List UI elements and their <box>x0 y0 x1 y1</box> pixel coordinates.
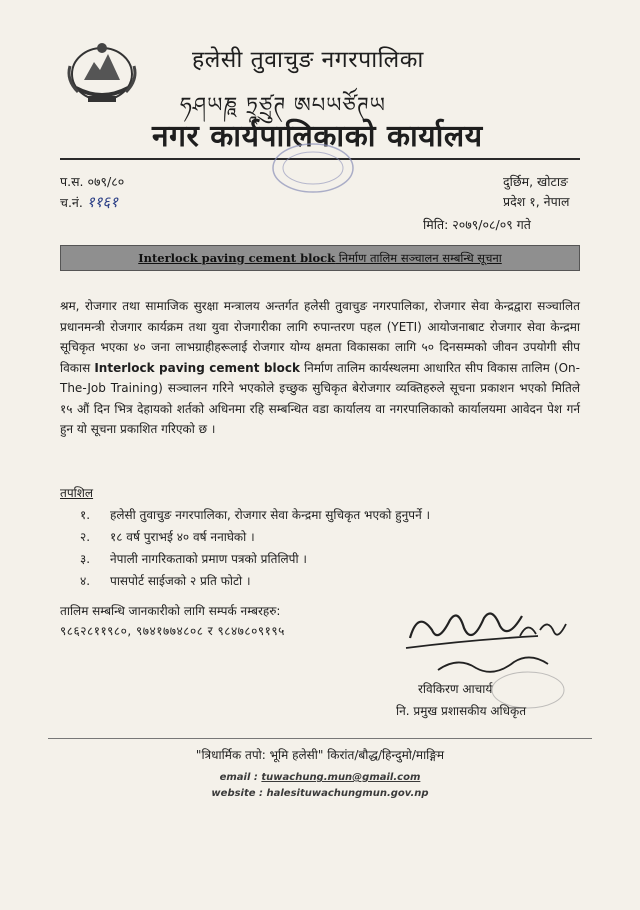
body-part-2: निर्माण तालिम कार्यस्थलमा आधारित सीप विकास तालिम (On-The-Job Training) सञ्चालन गरिने भएकोले इच्छुक सुचिकृत बेरोजगार व्यक्तिहरुले सूचना प्रकाशन भएको मितिले १५ औं दिन भित्र देहायको शर्तको अधिनमा रहि सम्बन्धित वडा कार्यालय वा नगरपालिकाको कार्यालयमा आवेदन पेश गर्न हुन यो सूचना प्रकाशित गरिएको छ । <box>60 360 580 436</box>
date-suffix: गते <box>516 217 531 232</box>
municipality-name: हलेसी तुवाचुङ नगरपालिका <box>192 47 424 73</box>
list-item-number: ३. <box>80 552 91 566</box>
list-item-text: नेपाली नागरिकताको प्रमाण पत्रको प्रतिलिपी । <box>110 552 307 566</box>
municipality-name-script: ཧཤཡཎཱ ཏྲཱཙྲུཊ ཨཔཡཙོཊཡ <box>180 93 386 117</box>
list-item-text: हलेसी तुवाचुङ नगरपालिका, रोजगार सेवा केन्द्रमा सुचिकृत भएको हुनुपर्ने । <box>110 508 431 522</box>
footer-email <box>0 772 640 783</box>
cn-label: च.नं. <box>60 195 83 210</box>
location: दुर्छिम, खोटाङ <box>503 174 569 189</box>
body-part-1: श्रम, रोजगार तथा सामाजिक सुरक्षा मन्त्रालय अन्तर्गत हलेसी तुवाचुङ नगरपालिका, रोजगार सेवा केन्द्रद्वारा सञ्चालित प्रधानमन्त्री रोजगार कार्यक्रम तथा युवा रोजगारीका लागि रुपान्तरण पहल (YETI) आयोजनाबाट रोजगार सेवा केन्द्रमा सूचिकृत भएका ४० जना लाभग्राहीहरूलाई रोजगार योग्य क्षमता विकासका लागि ५० दिनसम्मको जीवन उपयोगी सीप विकास <box>60 299 580 375</box>
contact-label: तालिम सम्बन्धि जानकारीको लागि सम्पर्क नम्बरहरु: <box>60 604 281 618</box>
footer-divider <box>48 738 592 739</box>
date-value: २०७९/०८/०९ <box>452 217 513 232</box>
email-link[interactable]: tuwachung.mun@gmail.com <box>261 772 421 783</box>
ps-row <box>60 172 124 192</box>
ps-label: प.स. <box>60 174 84 189</box>
list-item <box>80 570 430 592</box>
body-bold-term: Interlock paving cement block <box>94 360 300 375</box>
cn-value: ११६१ <box>86 193 119 211</box>
footer-motto: "त्रिधार्मिक तपो: भूमि हलेसी" किरांत/बौद्ध/हिन्दुमो/माङ्गिम <box>195 748 445 762</box>
date-label: मिति: <box>423 217 449 232</box>
list-item-text: १८ वर्ष पुराभई ४० वर्ष ननाघेको । <box>110 530 255 544</box>
address-block <box>503 172 569 212</box>
details-list <box>80 504 430 592</box>
notice-body <box>60 296 580 440</box>
body-paragraph <box>60 296 580 440</box>
details-heading: तपशिल <box>60 486 94 500</box>
contact-numbers: ९८६२८११९८०, ९७४१७७४८०८ र ९८४७८०९१९५ <box>60 624 285 638</box>
website-label: website : <box>211 788 264 799</box>
list-item <box>80 548 430 570</box>
website-link[interactable]: halesituwachungmun.gov.np <box>266 788 429 799</box>
signer-title: नि. प्रमुख प्रशासकीय अधिकृत <box>396 704 527 718</box>
office-stamp-icon <box>268 140 358 196</box>
reference-block <box>60 172 124 213</box>
subject-text <box>138 251 502 266</box>
province: प्रदेश १, नेपाल <box>503 194 570 209</box>
list-item-number: ४. <box>80 574 91 588</box>
footer-website <box>0 788 640 799</box>
list-item-text: पासपोर्ट साईजको २ प्रति फोटो । <box>110 574 251 588</box>
list-item <box>80 526 430 548</box>
office-name: नगर कार्यपालिकाको कार्यालय <box>152 119 483 154</box>
email-label: email : <box>219 772 258 783</box>
subject-english: Interlock paving cement block <box>138 250 336 265</box>
cn-row <box>60 192 124 213</box>
list-item-number: १. <box>80 508 91 522</box>
list-item-number: २. <box>80 530 91 544</box>
ps-value: ०७९/८० <box>87 174 125 189</box>
subject-bar <box>60 245 580 271</box>
subject-nepali: निर्माण तालिम सञ्चालन सम्बन्धि सूचना <box>335 250 502 265</box>
list-item <box>80 504 430 526</box>
nepal-emblem-icon <box>62 36 142 108</box>
signer-name: रविकिरण आचार्य <box>418 682 493 696</box>
date-line <box>423 216 531 233</box>
